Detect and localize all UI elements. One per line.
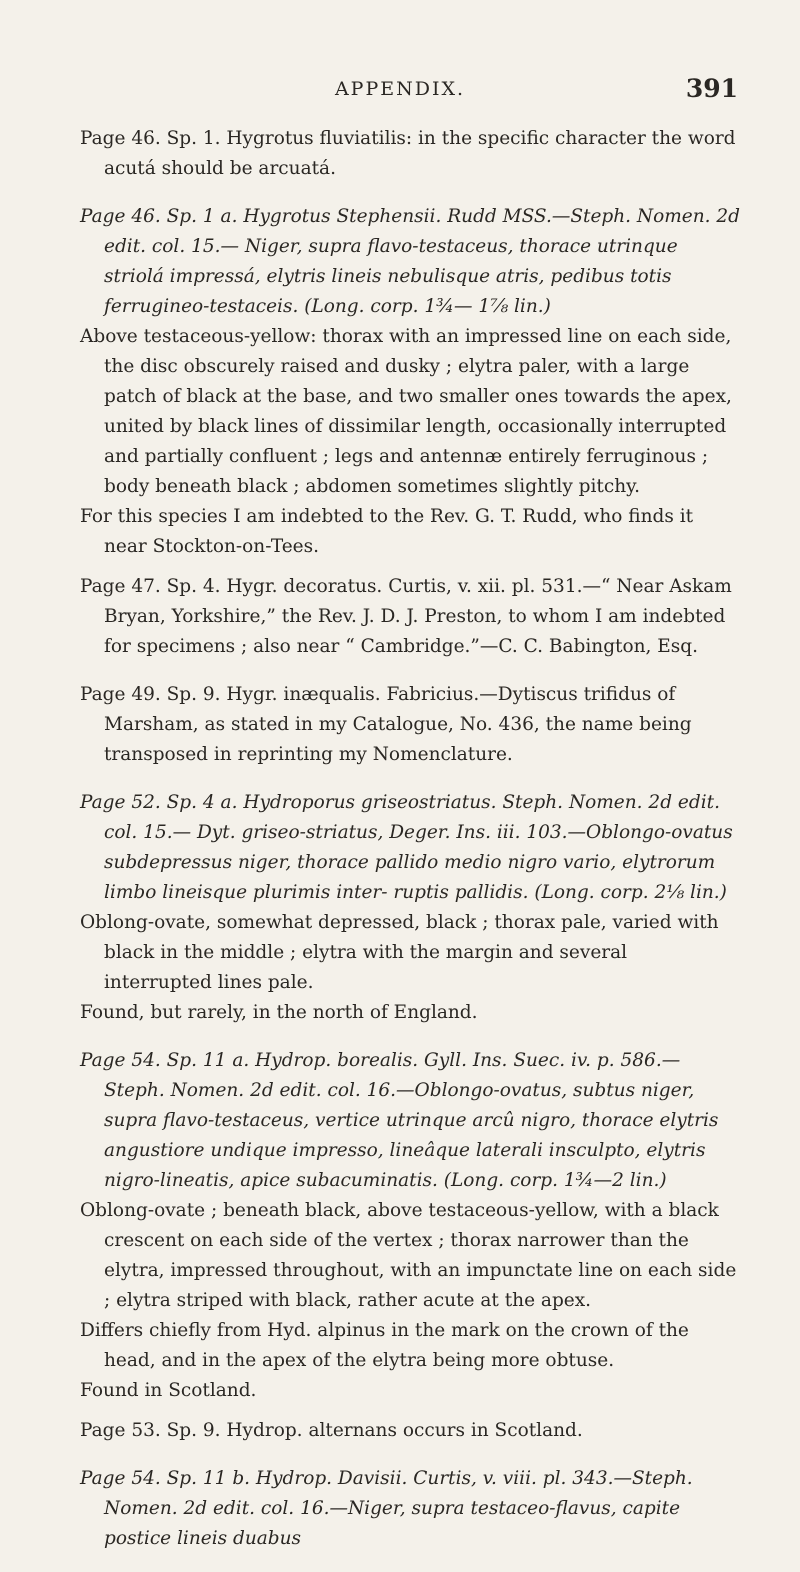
page-body <box>80 124 740 1572</box>
entry-text: Page 49. Sp. 9. Hygr. inæqualis. Fabricius.—Dytiscus trifidus of Marsham, as stated in my Catalogue, No. 436, the name being transposed in reprinting my Nomenclature. <box>80 684 692 765</box>
comparison-paragraph: Differs chiefly from Hyd. alpinus in the mark on the crown of the head, and in the apex of the elytra being more obtuse. <box>80 1320 689 1371</box>
page-number: 391 <box>685 74 738 103</box>
entry-page53-sp9 <box>80 1416 740 1446</box>
entry-page46-sp1a <box>80 202 740 562</box>
entry-heading: Page 52. Sp. 4 a. Hydroporus griseostriatus. Steph. Nomen. 2d edit. col. 15.— Dyt. griseo-striatus, Deger. Ins. iii. 103.—Oblongo-ovatus subdepressus niger, thorace pallido medio nigro vario, elytrorum limbo lineisque plurimis inter- ruptis pallidis. (Long. corp. 2⅛ lin.) <box>80 792 733 903</box>
locality-paragraph: Found in Scotland. <box>80 1380 257 1401</box>
locality-paragraph: For this species I am indebted to the Rev. G. T. Rudd, who finds it near Stockton-on-Tees. <box>80 506 694 557</box>
entry-text: Page 53. Sp. 9. Hydrop. alternans occurs in Scotland. <box>80 1420 583 1441</box>
entry-text: Page 46. Sp. 1. Hygrotus fluviatilis: in the specific character the word acutá should be arcuatá. <box>80 128 736 179</box>
entry-page49-sp9 <box>80 680 740 770</box>
description-paragraph: Oblong-ovate, somewhat depressed, black ; thorax pale, varied with black in the middle ; elytra with the margin and several interrupted lines pale. <box>80 912 719 993</box>
entry-page54-sp11a <box>80 1046 740 1406</box>
description-paragraph: Above testaceous-yellow: thorax with an impressed line on each side, the disc obscurely raised and dusky ; elytra paler, with a large patch of black at the base, and two smaller ones towards the apex, united by black lines of dissimilar length, occasionally interrupted and partially confluent ; legs and antennæ entirely ferruginous ; body beneath black ; abdomen sometimes slightly pitchy. <box>80 326 732 497</box>
locality-paragraph: Found, but rarely, in the north of England. <box>80 1002 478 1023</box>
entry-text: Page 47. Sp. 4. Hygr. decoratus. Curtis, v. xii. pl. 531.—“ Near Askam Bryan, Yorkshire,” the Rev. J. D. J. Preston, to whom I am indebted for specimens ; also near “ Cambridge.”—C. C. Babington, Esq. <box>80 576 732 657</box>
entry-heading: Page 46. Sp. 1 a. Hygrotus Stephensii. Rudd MSS.—Steph. Nomen. 2d edit. col. 15.— Niger, supra flavo-testaceus, thorace utrinque striolá impressá, elytris lineis nebulisque atris, pedibus totis ferrugineo-testaceis. (Long. corp. 1¾— 1⅞ lin.) <box>80 206 741 317</box>
description-paragraph: Oblong-ovate ; beneath black, above testaceous-yellow, with a black crescent on each side of the vertex ; thorax narrower than the elytra, impressed throughout, with an impunctate line on each side ; elytra striped with black, rather acute at the apex. <box>80 1200 737 1311</box>
entry-text: Page 54. Sp. 11 b. Hydrop. Davisii. Curtis, v. viii. pl. 343.—Steph. Nomen. 2d edit. col. 16.—Niger, supra testaceo-flavus, capite postice lineis duabus <box>80 1468 693 1549</box>
page-header <box>0 74 800 112</box>
entry-page47-sp4 <box>80 572 740 662</box>
entry-page52-sp4a <box>80 788 740 1028</box>
entry-heading: Page 54. Sp. 11 a. Hydrop. borealis. Gyll. Ins. Suec. iv. p. 586.—Steph. Nomen. 2d edit. col. 16.—Oblongo-ovatus, subtus niger, supra flavo-testaceus, vertice utrinque arcû nigro, thorace elytris angustiore undique impresso, lineâque laterali insculpto, elytris nigro-lineatis, apice subacuminatis. (Long. corp. 1¾—2 lin.) <box>80 1050 719 1191</box>
entry-page54-sp11b <box>80 1464 740 1554</box>
running-head: APPENDIX. <box>334 78 466 100</box>
entry-page46-sp1 <box>80 124 740 184</box>
